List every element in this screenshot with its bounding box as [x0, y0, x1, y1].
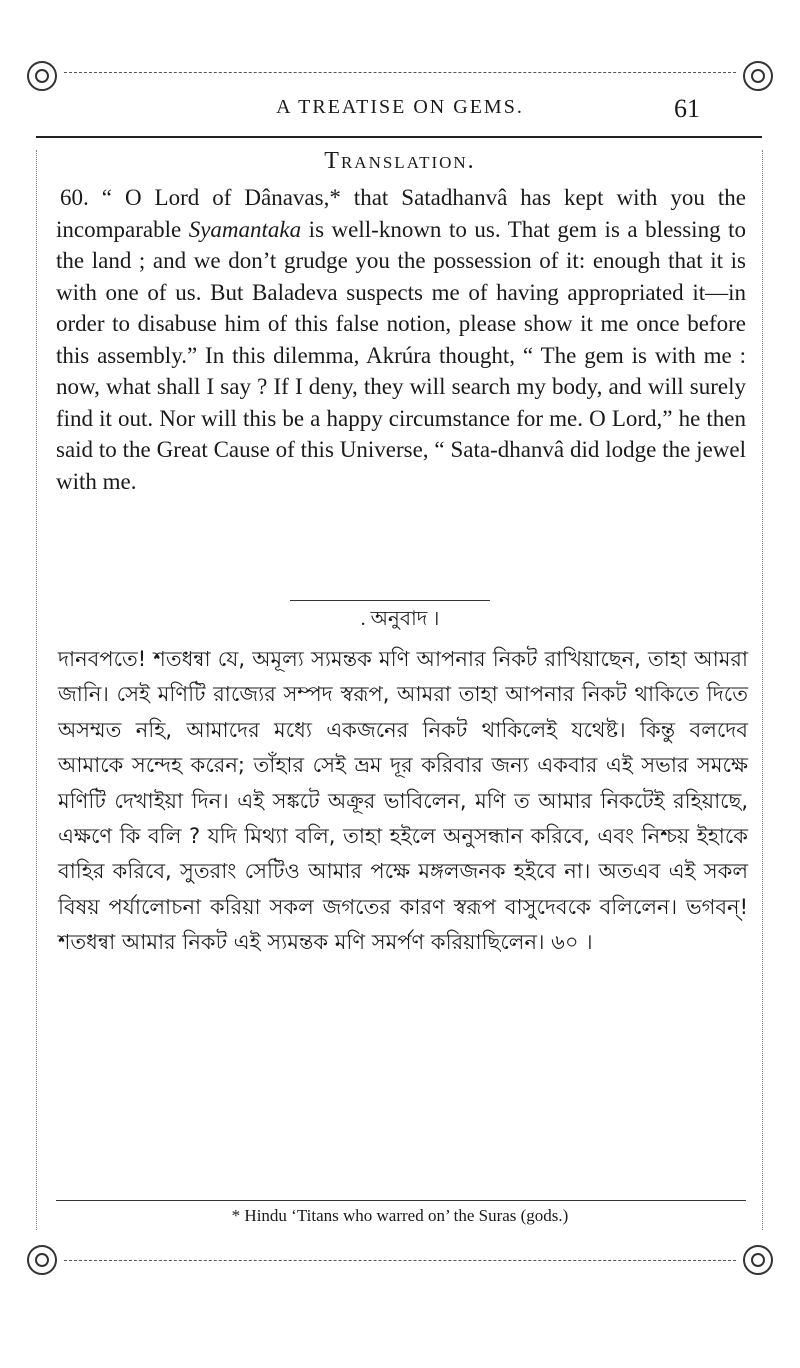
english-text: is well-known to us. That gem is a blessing to the land ; and we don’t grudge you the possession of it: enough that it is with one of us. But Baladeva suspects me of having appropriated it—in order to disabuse him of this false notion, please show it me once before this assembly.” In this dilemma, Akrúra thought, “ The gem is with me : now, what shall I say ? If I deny, they will search my body, and will surely find it out. Nor will this be a happy circumstance for me. O Lord,” he then said to the Great Cause of this Universe, “ Sata-dhanvâ did lodge the jewel with me.: [56, 216, 746, 494]
corner-ornament-icon: [738, 56, 778, 96]
corner-ornament-icon: [22, 1240, 62, 1280]
bengali-title: . অনুবাদ ।: [360, 608, 440, 630]
corner-ornament-icon: [738, 1240, 778, 1280]
header-rule: [36, 136, 762, 138]
right-border: [762, 150, 763, 1230]
bengali-title-rule: [290, 600, 490, 601]
footnote-rule: [56, 1200, 746, 1201]
gem-name: Syamantaka: [188, 216, 302, 242]
corner-ornament-icon: [22, 56, 62, 96]
bengali-text-block: [58, 642, 748, 961]
section-title: Translation.: [324, 148, 476, 174]
running-head: A TREATISE ON GEMS.: [276, 96, 524, 118]
top-border: [64, 72, 736, 73]
bottom-border: [64, 1260, 736, 1261]
english-translation: [56, 182, 746, 497]
left-border: [36, 150, 37, 1230]
page-number: 61: [674, 94, 700, 123]
english-text: 60. “ O Lord of Dânavas,* that Satadhanvâ has kept with you the incomparable: [56, 185, 746, 242]
footnote: * Hindu ‘Titans who warred on’ the Suras (gods.): [231, 1206, 569, 1225]
english-paragraph: [56, 182, 746, 497]
bengali-paragraph: দানবপতে! শতধন্বা যে, অমূল্য স্যমন্তক মণি আপনার নিকট রাখিয়াছেন, তাহা আমরা জানি। সেই মণিটি রাজ্যের সম্পদ স্বরূপ, আমরা তাহা আপনার নিকট থাকিতে দিতে অসম্মত নহি, আমাদের মধ্যে একজনের নিকট থাকিলেই যথেষ্ট। কিন্তু বলদেব আমাকে সন্দেহ করেন; তাঁহার সেই ভ্রম দূর করিবার জন্য একবার এই সভার সমক্ষে মণিটি দেখাইয়া দিন। এই সঙ্কটে অক্রূর ভাবিলেন, মণি ত আমার নিকটেই রহিয়াছে, এক্ষণে কি বলি ? যদি মিথ্যা বলি, তাহা হইলে অনুসন্ধান করিবে, এবং নিশ্চয় ইহাকে বাহির করিবে, সুতরাং সেটিও আমার পক্ষে মঙ্গলজনক হইবে না। অতএব এই সকল বিষয় পর্যালোচনা করিয়া সকল জগতের কারণ স্বরূপ বাসুদেবকে বলিলেন। ভগবন্! শতধন্বা আমার নিকট এই স্যমন্তক মণি সমর্পণ করিয়াছিলেন। ৬০ ।: [58, 647, 748, 955]
